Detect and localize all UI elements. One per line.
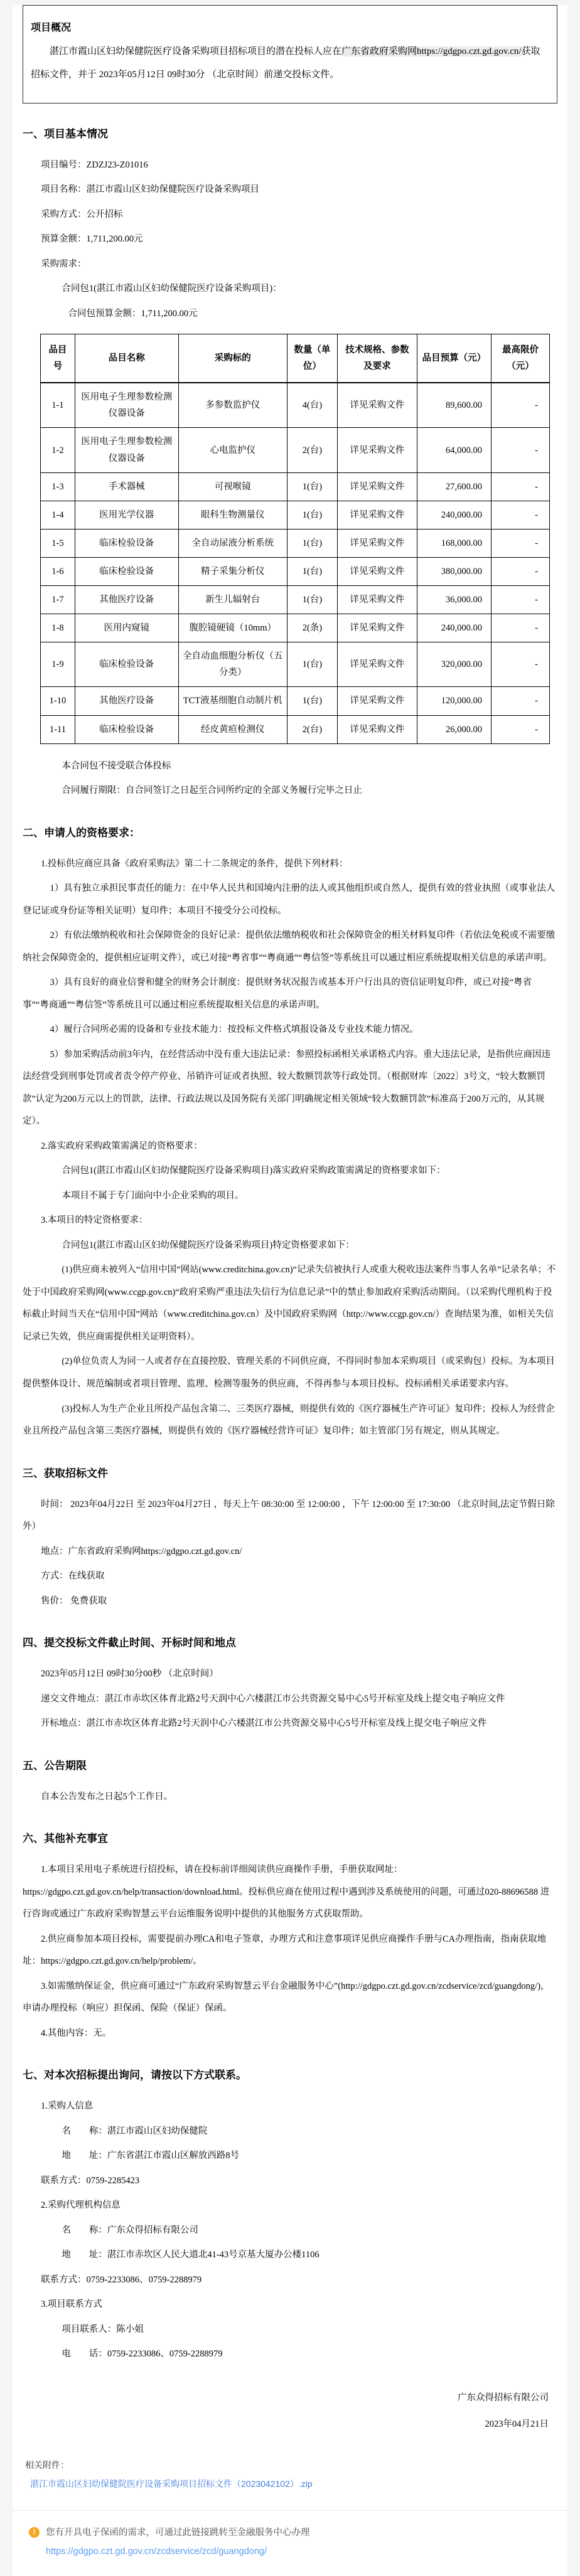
supplementary-item: 2.供应商参加本项目投标，需要提前办理CA和电子签章，办理方式和注意事项详见供应商操作手册与CA办理指南，指南获取地址：https://gdgpo.czt.gd.gov.cn/help/problem/。: [23, 1934, 547, 1967]
table-cell: 1-11: [41, 715, 75, 743]
table-cell: 详见采购文件: [338, 642, 417, 687]
no-consortium-note: 本合同包不接受联合体投标: [62, 760, 171, 771]
bid-opening-place: 开标地点：湛江市赤坎区体育北路2号天润中心六楼湛江市公共资源交易中心5号开标室及线上提交电子响应文件: [41, 1718, 487, 1729]
project-number: 项目编号：ZDZJ23-Z01016: [41, 159, 148, 170]
table-cell: 详见采购文件: [338, 715, 417, 743]
table-cell: 27,600.00: [417, 472, 491, 501]
table-cell: 1-10: [41, 687, 75, 715]
overview-text-prefix: 湛江市霞山区妇幼保健院医疗设备采购项目招标项目的潜在投标人应在: [50, 46, 342, 56]
table-cell: -: [491, 642, 550, 687]
contract-package-budget: 合同包预算金额：1,711,200.00元: [68, 308, 198, 319]
table-cell: 2(台): [287, 428, 337, 472]
submission-place: 递交文件地点：湛江市赤坎区体育北路2号天润中心六楼湛江市公共资源交易中心5号开标室及线上提交电子响应文件: [41, 1693, 505, 1704]
table-cell: 1-4: [41, 501, 75, 529]
announcement-document: [13, 5, 567, 2576]
purchaser-contact: 联系方式：0759-2285423: [41, 2175, 140, 2186]
table-cell: 其他医疗设备: [75, 687, 178, 715]
project-contact-title: 3.项目联系方式: [41, 2299, 102, 2310]
table-cell: 1-9: [41, 642, 75, 687]
section6-heading: 六、其他补充事宜: [23, 1833, 108, 1845]
table-row: [41, 557, 550, 585]
table-cell: 临床检验设备: [75, 529, 178, 557]
table-cell: 详见采购文件: [338, 687, 417, 715]
section5-heading: 五、公告期限: [23, 1759, 87, 1772]
table-cell: 其他医疗设备: [75, 586, 178, 614]
table-cell: 120,000.00: [417, 687, 491, 715]
table-row: [41, 614, 550, 642]
qualification-item: 1.投标供应商应具备《政府采购法》第二十二条规定的条件，提供下列材料：: [41, 858, 348, 869]
table-cell: 240,000.00: [417, 501, 491, 529]
agency-contact: 联系方式：0759-2233086、0759-2288979: [41, 2274, 202, 2285]
table-cell: -: [491, 557, 550, 585]
project-contact-phone: 电 话：0759-2233086、0759-2288979: [62, 2349, 223, 2360]
col-price-limit: 最高限价（元）: [491, 334, 550, 383]
table-cell: -: [491, 472, 550, 501]
table-cell: 详见采购文件: [338, 614, 417, 642]
supplementary-item: 3.如需缴纳保证金，供应商可通过“广东政府采购智慧云平台金融服务中心”(http://gdgpo.czt.gd.gov.cn/zcdservice/zcd/guangdong/)，申请办理投标（响应）担保函、保险（保证）保函。: [23, 1981, 550, 2014]
attachments-section: [23, 2437, 557, 2494]
table-cell: 医用内窥镜: [75, 614, 178, 642]
notice-text: 您有开具电子保函的需求，可通过此链接跳转至金融服务中心办理: [46, 2528, 310, 2538]
table-row: [41, 642, 550, 687]
table-cell: -: [491, 715, 550, 743]
table-cell: -: [491, 501, 550, 529]
table-cell: -: [491, 383, 550, 428]
contract-package-title: 合同包1(湛江市霞山区妇幼保健院医疗设备采购项目)：: [62, 284, 282, 294]
procurement-demand-label: 采购需求：: [41, 258, 87, 269]
agency-info-title: 2.采购代理机构信息: [41, 2200, 121, 2211]
doc-obtain-price: 售价： 免费获取: [41, 1595, 107, 1606]
qualification-item: 合同包1(湛江市霞山区妇幼保健院医疗设备采购项目)特定资格要求如下：: [62, 1240, 355, 1250]
table-cell: 26,000.00: [417, 715, 491, 743]
section3-heading: 三、获取招标文件: [23, 1467, 108, 1479]
table-cell: 1(台): [287, 472, 337, 501]
table-cell: 医用光学仪器: [75, 501, 178, 529]
project-contact-person: 项目联系人：陈小姐: [62, 2324, 144, 2334]
col-specs: 技术规格、参数及要求: [338, 334, 417, 383]
table-cell: 详见采购文件: [338, 472, 417, 501]
qualification-item: 4）履行合同所必需的设备和专业技术能力：按投标文件格式填报设备及专业技术能力情况。: [50, 1025, 419, 1035]
purchaser-name: 名 称：湛江市霞山区妇幼保健院: [62, 2126, 208, 2136]
table-cell: 医用电子生理参数检测仪器设备: [75, 383, 178, 428]
table-cell: 168,000.00: [417, 529, 491, 557]
table-cell: 1(台): [287, 557, 337, 585]
table-cell: 新生儿辐射台: [178, 586, 287, 614]
table-cell: 1(台): [287, 642, 337, 687]
signature-block: [23, 2385, 549, 2437]
overview-text: [31, 40, 548, 87]
qualification-item: 2.落实政府采购政策需满足的资格要求：: [41, 1141, 203, 1151]
purchaser-info-title: 1.采购人信息: [41, 2101, 94, 2112]
qualification-item: 1）具有独立承担民事责任的能力：在中华人民共和国境内注册的法人或其他组织或自然人，提供有效的营业执照（或事业法人登记证或身份证等相关证明）复印件；本项目不接受分公司投标。: [23, 883, 556, 916]
agency-address: 地 址：湛江市赤坎区人民大道北41-43号京基大厦办公楼1106: [62, 2250, 320, 2260]
table-cell: 1-5: [41, 529, 75, 557]
qualification-item: (2)单位负责人为同一人或者存在直接控股、管理关系的不同供应商，不得同时参加本采购项目（或采购包）投标。为本项目提供整体设计、规范编制或者项目管理、监理、检测等服务的供应商，不得再参与本项目投标。投标函相关承诺要求内容。: [23, 1356, 555, 1389]
overview-title: 项目概况: [31, 23, 72, 33]
table-header-row: [41, 334, 550, 383]
table-row: [41, 383, 550, 428]
table-row: [41, 687, 550, 715]
table-cell: 1-8: [41, 614, 75, 642]
contract-duration-note: 合同履行期限：自合同签订之日起至合同所约定的全部义务履行完毕之日止: [62, 785, 362, 796]
table-row: [41, 715, 550, 743]
table-cell: 4(台): [287, 383, 337, 428]
table-cell: 2(条): [287, 614, 337, 642]
warning-icon: !: [29, 2527, 40, 2538]
table-cell: 详见采购文件: [338, 586, 417, 614]
overview-text-suffix: 获取招标文件，并于 2023年05月12日 09时30分 （北京时间）前递交投标文件。: [31, 46, 540, 80]
table-cell: 64,000.00: [417, 428, 491, 472]
table-cell: 腹腔镜硬镜（10mm）: [178, 614, 287, 642]
project-name: 项目名称：湛江市霞山区妇幼保健院医疗设备采购项目: [41, 184, 259, 195]
table-cell: 详见采购文件: [338, 529, 417, 557]
supplementary-item: 4.其他内容：无。: [41, 2028, 112, 2038]
section1-heading: 一、项目基本情况: [23, 127, 108, 140]
bid-deadline: 2023年05月12日 09时30分00秒 （北京时间）: [41, 1669, 218, 1679]
announcement-period: 自本公告发布之日起5个工作日。: [41, 1791, 173, 1802]
qualification-item: 3.本项目的特定资格要求：: [41, 1215, 148, 1226]
doc-obtain-time: 时间： 2023年04月22日 至 2023年04月27日 ，每天上午 08:30:00 至 12:00:00 ，下午 12:00:00 至 17:30:00 （北京时间,法定节假日除外）: [23, 1499, 555, 1532]
table-cell: 心电监护仪: [178, 428, 287, 472]
table-cell: 1-2: [41, 428, 75, 472]
col-item-no: 品目号: [41, 334, 75, 383]
table-cell: 详见采购文件: [338, 428, 417, 472]
purchaser-address: 地 址：广东省湛江市霞山区解放西路8号: [62, 2151, 240, 2161]
table-cell: 1(台): [287, 586, 337, 614]
col-quantity: 数量（单位）: [287, 334, 337, 383]
table-cell: 全自动尿液分析系统: [178, 529, 287, 557]
col-item-name: 品目名称: [75, 334, 178, 383]
doc-obtain-place: 地点：广东省政府采购网https://gdgpo.czt.gd.gov.cn/: [41, 1546, 242, 1557]
section4-heading: 四、提交投标文件截止时间、开标时间和地点: [23, 1637, 236, 1649]
table-cell: 89,600.00: [417, 383, 491, 428]
table-cell: 380,000.00: [417, 557, 491, 585]
col-subject: 采购标的: [178, 334, 287, 383]
items-table-body: [41, 383, 550, 743]
table-cell: -: [491, 529, 550, 557]
table-cell: 2(台): [287, 715, 337, 743]
table-cell: 1(台): [287, 529, 337, 557]
procurement-method: 采购方式：公开招标: [41, 209, 123, 220]
table-cell: 详见采购文件: [338, 501, 417, 529]
table-cell: 医用电子生理参数检测仪器设备: [75, 428, 178, 472]
table-cell: 36,000.00: [417, 586, 491, 614]
table-cell: -: [491, 687, 550, 715]
doc-obtain-method: 方式：在线获取: [41, 1571, 105, 1582]
items-table: [40, 334, 550, 744]
table-cell: 1(台): [287, 687, 337, 715]
table-cell: 可视喉镜: [178, 472, 287, 501]
agency-name: 名 称：广东众得招标有限公司: [62, 2225, 198, 2235]
table-cell: TCT液基细胞自动制片机: [178, 687, 287, 715]
overview-portal-url: 广东省政府采购网https://gdgpo.czt.gd.gov.cn/: [341, 46, 522, 56]
project-overview-box: [23, 5, 557, 104]
table-row: [41, 501, 550, 529]
table-cell: 320,000.00: [417, 642, 491, 687]
table-cell: 临床检验设备: [75, 642, 178, 687]
table-cell: 详见采购文件: [338, 557, 417, 585]
table-cell: 1(台): [287, 501, 337, 529]
section7-heading: 七、对本次招标提出询问，请按以下方式联系。: [23, 2069, 247, 2082]
table-cell: -: [491, 586, 550, 614]
guarantee-notice: [23, 2511, 557, 2560]
items-table-head: [41, 334, 550, 383]
table-cell: 240,000.00: [417, 614, 491, 642]
table-cell: 手术器械: [75, 472, 178, 501]
table-cell: 经皮黄疸检测仪: [178, 715, 287, 743]
qualification-item: 2）有依法缴纳税收和社会保障资金的良好记录：提供依法缴纳税收和社会保障资金的相关材料复印件（若依法免税或不需要缴纳社会保障资金的，提供相应证明文件），或已对接“粤省事”“粤商通”“粤信签”等系统且可以通过相应系统提取相关信息的承诺声明。: [23, 930, 556, 963]
qualification-item: 本项目不属于专门面向中小企业采购的项目。: [62, 1190, 244, 1201]
table-cell: 详见采购文件: [338, 383, 417, 428]
supplementary-item: 1.本项目采用电子系统进行招投标，请在投标前详细阅读供应商操作手册，手册获取网址：https://gdgpo.czt.gd.gov.cn/help/transaction/download.html。投标供应商在使用过程中遇到涉及系统使用的问题，可通过020-88696588 进行咨询或通过广东政府采购智慧云平台运维服务说明中提供的其他服务方式获取帮助。: [23, 1865, 550, 1920]
attachment-zip-link[interactable]: 湛江市霞山区妇幼保健院医疗设备采购项目招标文件（2023042102）.zip: [30, 2479, 313, 2489]
table-cell: 1-6: [41, 557, 75, 585]
col-budget: 品目预算（元）: [417, 334, 491, 383]
table-cell: 眼科生物测量仪: [178, 501, 287, 529]
section2-heading: 二、申请人的资格要求：: [23, 826, 140, 839]
table-cell: 临床检验设备: [75, 715, 178, 743]
qualification-item: (1)供应商未被列入“信用中国”网站(www.creditchina.gov.cn)“记录失信被执行人或重大税收违法案件当事人名单”记录名单；不处于中国政府采购网(www.ccgp.gov.cn)“政府采购严重违法失信行为信息记录”中的禁止参加政府采购活动期间。（以采购代理机构于投标截止时间当天在“信用中国”网站（www.creditchina.gov.cn）及中国政府采购网（http://www.ccgp.gov.cn/）查询结果为准，如相关失信记录已失效，供应商需提供相关证明资料）。: [23, 1265, 556, 1342]
budget-amount: 预算金额：1,711,200.00元: [41, 234, 143, 245]
table-cell: 精子采集分析仪: [178, 557, 287, 585]
table-cell: -: [491, 428, 550, 472]
table-cell: 多参数监护仪: [178, 383, 287, 428]
table-cell: 1-3: [41, 472, 75, 501]
signature-date: 2023年04月21日: [485, 2419, 549, 2430]
table-row: [41, 529, 550, 557]
table-cell: 1-7: [41, 586, 75, 614]
table-cell: 临床检验设备: [75, 557, 178, 585]
financial-service-link[interactable]: https://gdgpo.czt.gd.gov.cn/zcdservice/zcd/guangdong/: [46, 2547, 267, 2557]
qualification-item: 5）参加采购活动前3年内，在经营活动中没有重大违法记录：参照投标函相关承诺格式内容。重大违法记录，是指供应商因违法经营受到刑事处罚或者责令停产停业、吊销许可证或者执照、较大数额罚款等行政处罚。（根据财库〔2022〕3号文，“较大数额罚款”认定为200万元以上的罚款，法律、行政法规以及国务院有关部门明确规定相关领域“较大数额罚款”标准高于200万元的，从其规定）。: [23, 1049, 550, 1127]
table-row: [41, 586, 550, 614]
qualification-item: 3）具有良好的商业信誉和健全的财务会计制度：提供财务状况报告或基本开户行出具的资信证明复印件，或已对接“粤省事”“粤商通”“粤信签”等系统且可以通过相应系统提取相关信息的承诺声明。: [23, 977, 532, 1010]
table-row: [41, 428, 550, 472]
table-row: [41, 472, 550, 501]
qualification-item: (3)投标人为生产企业且所投产品包含第二、三类医疗器械，则提供有效的《医疗器械生产许可证》复印件；投标人为经营企业且所投产品包含第三类医疗器械，则提供有效的《医疗器械经营许可证》复印件；如主管部门另有规定，则从其规定。: [23, 1403, 555, 1437]
table-cell: 全自动血细胞分析仪（五分类）: [178, 642, 287, 687]
signature-company: 广东众得招标有限公司: [458, 2392, 549, 2403]
attachments-label: 相关附件：: [25, 2460, 69, 2471]
qualification-item: 合同包1(湛江市霞山区妇幼保健院医疗设备采购项目)落实政府采购政策需满足的资格要求如下：: [62, 1166, 446, 1176]
table-cell: -: [491, 614, 550, 642]
table-cell: 1-1: [41, 383, 75, 428]
